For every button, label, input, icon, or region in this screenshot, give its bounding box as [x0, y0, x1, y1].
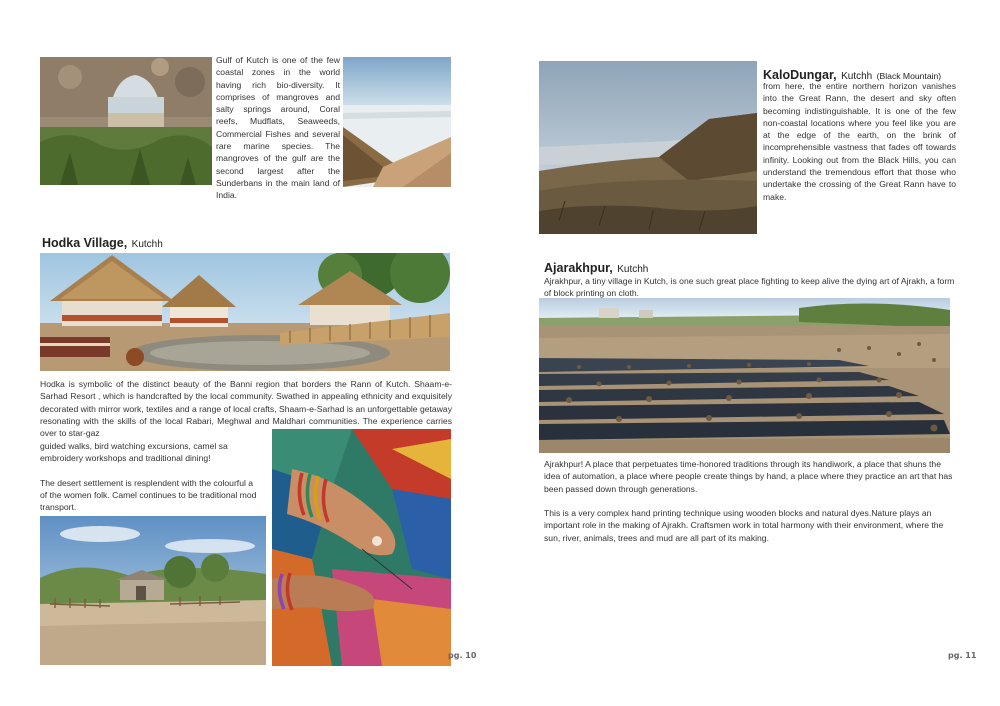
- hodka-heading: [42, 234, 163, 252]
- kalodungar-subtitle: (Black Mountain): [876, 71, 942, 81]
- hodka-paragraph-1-line6: embroidery workshops and traditional dining!: [40, 453, 211, 463]
- hodka-paragraph-2-line1: The desert settlement is resplendent with the colourful a: [40, 478, 254, 488]
- kalodungar-title: KaloDungar,: [763, 68, 837, 82]
- white-rann-photo: [343, 57, 451, 187]
- hodka-paragraph-2-line3: transport.: [40, 502, 77, 512]
- gulf-of-kutch-text: Gulf of Kutch is one of the few coastal zones in the world having rich bio-diversity. It comprises of mangroves and salty springs around, Coral reefs, Mudflats, Seaweeds, Commercial Fishes and several rare marine species. The mangroves of the gulf are the second largest after the Sunderbans in the main land of India.: [216, 55, 340, 201]
- hodka-paragraph-1: Hodka is symbolic of the distinct beauty of the Banni region that borders the Rann of Kutch. Shaam-e-Sarhad Resort , which is handcrafted by the local community. Swathed in appealing ethnicity and exquisitely decorated with mirror work, textiles and a range of local crafts, Shaam-e-Sarhad is an unforgettable getaway resonating with the skills of the local Rabari, Meghwal and Maldhari communities. The experience carries over to star-gaz: [40, 379, 452, 439]
- ajrakhpur-title: Ajarakhpur,: [544, 261, 613, 275]
- hodka-location: Kutchh: [131, 239, 163, 250]
- kalodungar-location: Kutchh: [841, 71, 873, 82]
- ajrakhpur-intro: Ajrakhpur, a tiny village in Kutch, is one such great place fighting to keep alive the dying art of Ajrakh, a form of block printing on cloth.: [544, 276, 955, 299]
- kalodungar-photo: [539, 61, 757, 234]
- ajrakhpur-paragraph-2: This is a very complex hand printing technique using wooden blocks and natural dyes.Nature plays an important role in the making of Ajrakh. Craftsmen work in total harmony with their environment, where the sun, river, animals, trees and mud are all part of its making.: [544, 508, 944, 543]
- page-number-left: pg. 10: [448, 651, 477, 660]
- hodka-huts-photo: [40, 253, 450, 371]
- hodka-paragraph-2-line2: of the women folk. Camel continues to be traditional mod: [40, 490, 257, 500]
- arch-ruins-photo: [40, 57, 212, 185]
- page-number-right: pg. 11: [948, 651, 977, 660]
- desert-settlement-photo: [40, 516, 266, 665]
- ajrakhpur-location: Kutchh: [617, 264, 649, 275]
- hodka-paragraph-1-line5: guided walks, bird watching excursions, camel sa: [40, 441, 228, 451]
- embroidery-photo: [272, 429, 451, 666]
- ajrakh-drying-photo: [539, 298, 950, 453]
- kalodungar-text: from here, the entire northern horizon vanishes into the Great Rann, the desert and sky often becoming indistinguishable. It is one of the few non-coastal locations where you feel like you are at the edge of the earth, on the brink of incomprehensible vastness that fades off towards infinity. Looking out from the Black Hills, you can understand the tremendous effort that those who undertake the crossing of the Great Rann have to make.: [763, 81, 956, 202]
- ajrakhpur-paragraph-1: Ajrakhpur! A place that perpetuates time-honored traditions through its handiwork, a place that shuns the idea of automation, a place where people create things by hand, a place where they practice an art that has been passed down through generations.: [544, 459, 953, 494]
- hodka-title: Hodka Village,: [42, 236, 128, 250]
